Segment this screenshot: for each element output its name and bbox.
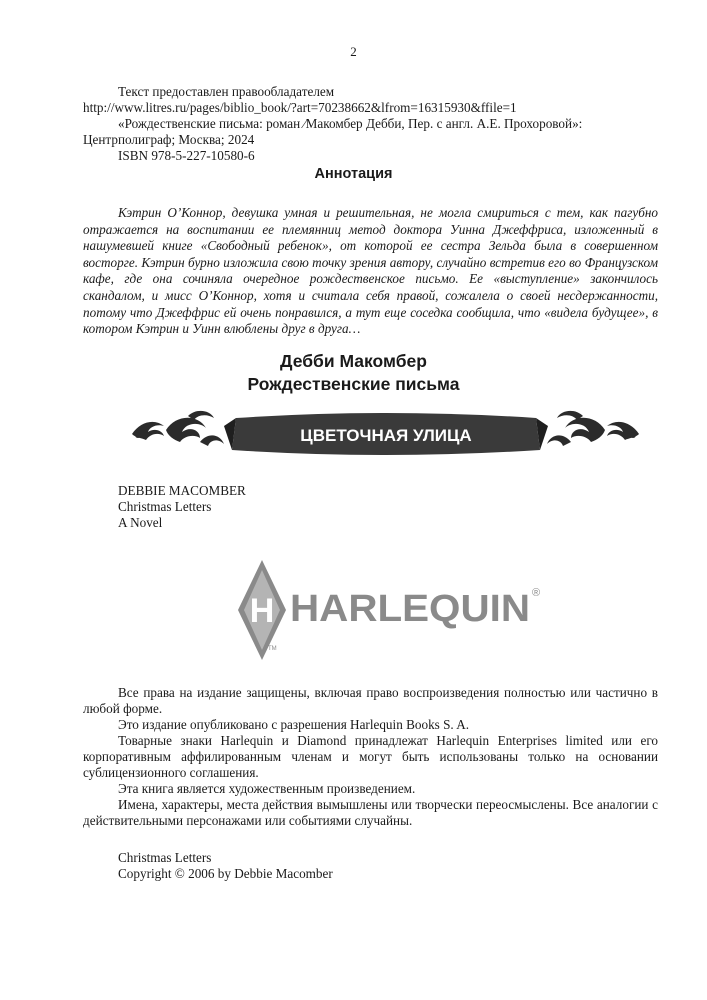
registered-mark: ®	[532, 587, 541, 599]
original-title-block	[83, 483, 658, 531]
citation-publisher: Центрполиграф; Москва; 2024	[83, 132, 255, 147]
right-flourish-icon	[547, 411, 639, 446]
left-flourish-icon	[132, 411, 224, 446]
book-heading	[0, 350, 707, 396]
trademark-mark: TM	[268, 646, 277, 652]
annotation-body	[83, 205, 658, 338]
logo-wordmark: HARLEQUIN	[290, 588, 530, 630]
rights-paragraph: Это издание опубликовано с разрешения Harlequin Books S. A.	[118, 717, 470, 732]
copyright-block	[83, 850, 658, 882]
logo-letter: H	[249, 592, 275, 630]
page-number: 2	[350, 44, 357, 59]
original-title: Christmas Letters	[118, 499, 212, 514]
harlequin-logo	[238, 560, 558, 660]
rights-paragraph: Товарные знаки Harlequin и Diamond принадлежат Harlequin Enterprises limited или его корпоративным аффилированным членам и могут быть использованы только на основании сублицензионного соглашения.	[83, 733, 658, 780]
source-info	[83, 84, 658, 164]
rights-paragraph: Все права на издание защищены, включая право воспроизведения полностью или частично в любой форме.	[83, 685, 658, 716]
rights-paragraph: Эта книга является художественным произведением.	[118, 781, 416, 796]
series-banner-text: ЦВЕТОЧНАЯ УЛИЦА	[300, 426, 472, 445]
book-title: Рождественские письма	[247, 374, 460, 394]
annotation-text: Кэтрин О’Коннор, девушка умная и решительная, не могла смириться с тем, как пагубно отражается на воспитании ее племянниц метод доктора Уинна Джеффриса, изложенный в нашумевшей книге «Свободный ребенок», от которой ее сестра Зельда была в совершенном восторге. Кэтрин бурно изложила свою точку зрения автору, случайно встретив его во Французском кафе, где она сочиняла очередное рождественское письмо. Ее «выступление» закончилось скандалом, и мисс О’Коннор, хотя и считала себя правой, сожалела о своей несдержанности, потому что Джеффрис ей очень понравился, а тут еще соседка сообщила, что «видела будущее», в котором Кэтрин и Уинн влюблены друг в друга…	[83, 205, 658, 337]
annotation-title: Аннотация	[314, 166, 393, 182]
series-banner	[128, 404, 643, 462]
rights-notice	[83, 685, 658, 829]
copyright-line: Copyright © 2006 by Debbie Macomber	[118, 866, 333, 881]
isbn: ISBN 978-5-227-10580-6	[118, 148, 255, 163]
citation-line: «Рождественские письма: роман ⁄Макомбер Дебби, Пер. с англ. А.Е. Прохоровой»:	[118, 116, 583, 131]
rights-paragraph: Имена, характеры, места действия вымышлены или творчески переосмыслены. Все аналогии с действительными персонажами или событиями случайны.	[83, 797, 658, 828]
source-line: Текст предоставлен правообладателем	[118, 84, 335, 99]
original-author: DEBBIE MACOMBER	[118, 483, 246, 498]
book-author: Дебби Макомбер	[280, 351, 427, 371]
source-url[interactable]: http://www.litres.ru/pages/biblio_book/?art=70238662&lfrom=16315930&ffile=1	[83, 100, 517, 115]
copyright-title: Christmas Letters	[118, 850, 212, 865]
original-subtitle: A Novel	[118, 515, 163, 530]
